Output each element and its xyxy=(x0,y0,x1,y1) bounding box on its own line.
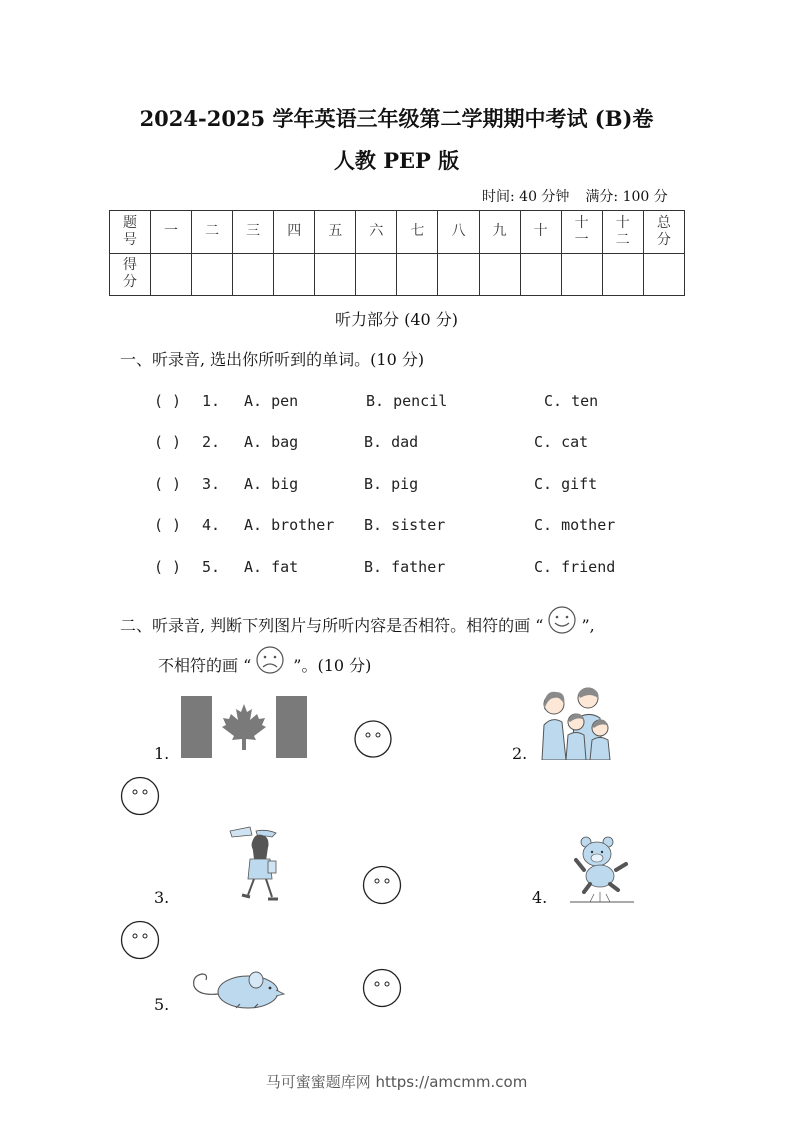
score-cell[interactable] xyxy=(274,253,315,296)
exam-subtitle: 人教 PEP 版 xyxy=(333,148,460,173)
score-cell[interactable] xyxy=(192,253,233,296)
question-number: 5. xyxy=(202,558,221,576)
score-cell[interactable] xyxy=(479,253,520,296)
col-12: 十二 xyxy=(602,211,643,254)
picture-label-4: 4. xyxy=(532,888,548,907)
part2-heading-text2: 不相符的画 “ xyxy=(158,656,252,675)
score-cell[interactable] xyxy=(438,253,479,296)
part2-heading-text: 二、听录音, 判断下列图片与所听内容是否相符。相符的画 “ xyxy=(120,616,544,635)
picture-label-1: 1. xyxy=(154,744,170,763)
score-cell[interactable] xyxy=(520,253,561,296)
option-a: A. bag xyxy=(244,433,299,451)
option-b: B. sister xyxy=(364,516,446,534)
question-number: 4. xyxy=(202,516,221,534)
full-score: 满分: 100 分 xyxy=(585,189,668,205)
answer-circle-3[interactable] xyxy=(362,865,402,905)
col-6: 六 xyxy=(356,211,397,254)
smiley-face-icon xyxy=(545,605,579,635)
option-a: A. big xyxy=(244,475,299,493)
col-7: 七 xyxy=(397,211,438,254)
part2-heading xyxy=(120,605,595,636)
option-b: B. pig xyxy=(364,475,419,493)
answer-bracket[interactable]: ( ) xyxy=(154,392,182,410)
answer-circle-4[interactable] xyxy=(120,920,160,960)
col-11: 十一 xyxy=(561,211,602,254)
option-c: C. cat xyxy=(534,433,589,451)
time-limit: 时间: 40 分钟 xyxy=(482,189,570,205)
part1-heading: 一、听录音, 选出你所听到的单词。(10 分) xyxy=(120,350,425,369)
score-cell[interactable] xyxy=(233,253,274,296)
score-table-header-row xyxy=(110,211,685,254)
option-c: C. ten xyxy=(544,392,599,410)
option-c: C. friend xyxy=(534,558,616,576)
answer-bracket[interactable]: ( ) xyxy=(154,433,182,451)
col-total: 总分 xyxy=(643,211,684,254)
col-3: 三 xyxy=(233,211,274,254)
picture-label-2: 2. xyxy=(512,744,528,763)
score-cell[interactable] xyxy=(397,253,438,296)
answer-bracket[interactable]: ( ) xyxy=(154,558,182,576)
score-table xyxy=(109,210,685,296)
row-label-question-number: 题号 xyxy=(110,211,151,254)
answer-circle-2[interactable] xyxy=(120,776,160,816)
row-label-score: 得分 xyxy=(110,253,151,296)
answer-circle-5[interactable] xyxy=(362,968,402,1008)
option-c: C. gift xyxy=(534,475,598,493)
option-a: A. pen xyxy=(244,392,299,410)
part2-heading-line2 xyxy=(158,645,371,676)
question-number: 1. xyxy=(202,392,221,410)
mouse-picture xyxy=(188,966,288,1012)
answer-bracket[interactable]: ( ) xyxy=(154,516,182,534)
part2-heading-close2: ”。(10 分) xyxy=(293,656,372,675)
score-cell[interactable] xyxy=(561,253,602,296)
col-5: 五 xyxy=(315,211,356,254)
col-4: 四 xyxy=(274,211,315,254)
col-8: 八 xyxy=(438,211,479,254)
exam-info xyxy=(482,186,668,206)
col-9: 九 xyxy=(479,211,520,254)
bear-picture xyxy=(570,834,634,904)
answer-circle-1[interactable] xyxy=(354,720,392,758)
col-1: 一 xyxy=(151,211,192,254)
col-2: 二 xyxy=(192,211,233,254)
score-table-score-row xyxy=(110,253,685,296)
sad-face-icon xyxy=(253,645,287,675)
option-b: B. father xyxy=(364,558,446,576)
score-cell[interactable] xyxy=(315,253,356,296)
question-number: 3. xyxy=(202,475,221,493)
option-a: A. brother xyxy=(244,516,335,534)
score-cell[interactable] xyxy=(602,253,643,296)
listening-section-title: 听力部分 (40 分) xyxy=(334,310,459,329)
col-10: 十 xyxy=(520,211,561,254)
picture-label-5: 5. xyxy=(154,995,170,1014)
answer-bracket[interactable]: ( ) xyxy=(154,475,182,493)
part2-heading-close: ”, xyxy=(581,616,595,635)
picture-label-3: 3. xyxy=(154,888,170,907)
question-number: 2. xyxy=(202,433,221,451)
girl-walking-picture xyxy=(228,825,282,905)
score-cell[interactable] xyxy=(151,253,192,296)
footer-watermark: 马可蜜蜜题库网 https://amcmm.com xyxy=(265,1073,528,1091)
option-b: B. dad xyxy=(364,433,419,451)
canada-flag-picture xyxy=(181,696,307,758)
family-picture xyxy=(540,680,620,760)
option-c: C. mother xyxy=(534,516,616,534)
score-cell[interactable] xyxy=(643,253,684,296)
score-cell[interactable] xyxy=(356,253,397,296)
option-b: B. pencil xyxy=(366,392,448,410)
exam-title: 2024-2025 学年英语三年级第二学期期中考试 (B)卷 xyxy=(139,106,654,131)
option-a: A. fat xyxy=(244,558,299,576)
